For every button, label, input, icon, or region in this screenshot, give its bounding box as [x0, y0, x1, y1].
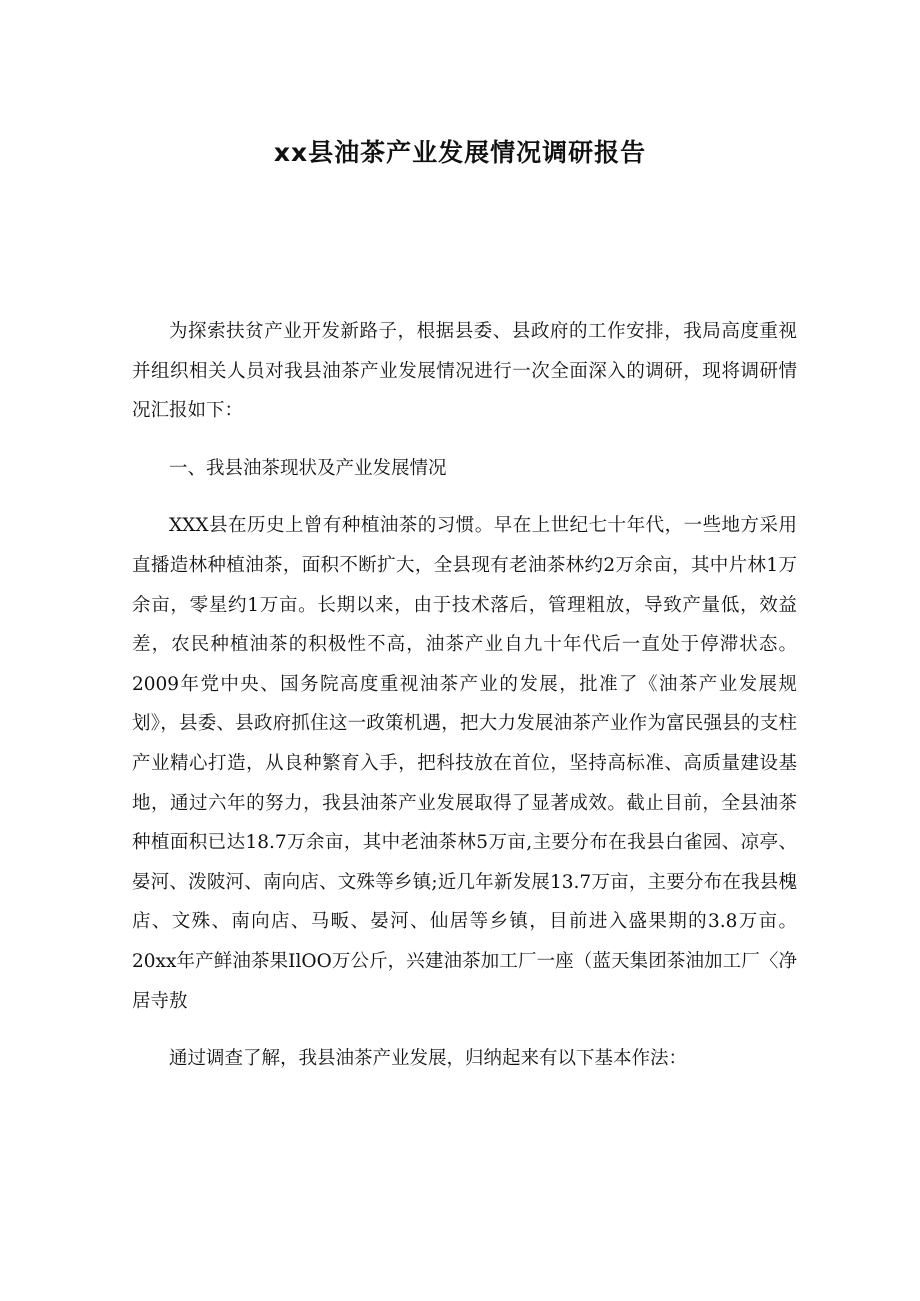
- body-paragraph: XXX县在历史上曾有种植油茶的习惯。早在上世纪七十年代，一些地方采用直播造林种植油茶，面积不断扩大，全县现有老油茶林约2万余亩，其中片林1万余亩，零星约1万亩。长期以来，由于技术落后，管理粗放，导致产量低，效益差，农民种植油茶的积极性不高，油茶产业自九十年代后一直处于停滞状态。2009年党中央、国务院高度重视油茶产业的发展，批准了《油茶产业发展规划》，县委、县政府抓住这一政策机遇，把大力发展油茶产业作为富民强县的支柱产业精心打造，从良种繁育入手，把科技放在首位，坚持高标准、高质量建设基地，通过六年的努力，我县油茶产业发展取得了显著成效。截止目前，全县油茶种植面积已达18.7万余亩，其中老油茶林5万亩,主要分布在我县白雀园、凉亭、晏河、泼陂河、南向店、文殊等乡镇;近几年新发展13.7万亩，主要分布在我县槐店、文殊、南向店、马畈、晏河、仙居等乡镇，目前进入盛果期的3.8万亩。20xx年产鲜油茶果IlOO万公斤，兴建油茶加工厂一座（蓝天集团茶油加工厂〈净居寺敖: [132, 515, 797, 1012]
- closing-paragraph: 通过调查了解，我县油茶产业发展，归纳起来有以下基本作法：: [169, 1048, 688, 1070]
- document-body: [132, 312, 797, 1079]
- document-title: xx县油茶产业发展情况调研报告: [273, 138, 647, 167]
- section-heading: 一、我县油茶现状及产业发展情况: [169, 457, 447, 479]
- intro-paragraph: 为探索扶贫产业开发新路子，根据县委、县政府的工作安排，我局高度重视并组织相关人员对我县油茶产业发展情况进行一次全面深入的调研，现将调研情况汇报如下：: [132, 321, 797, 422]
